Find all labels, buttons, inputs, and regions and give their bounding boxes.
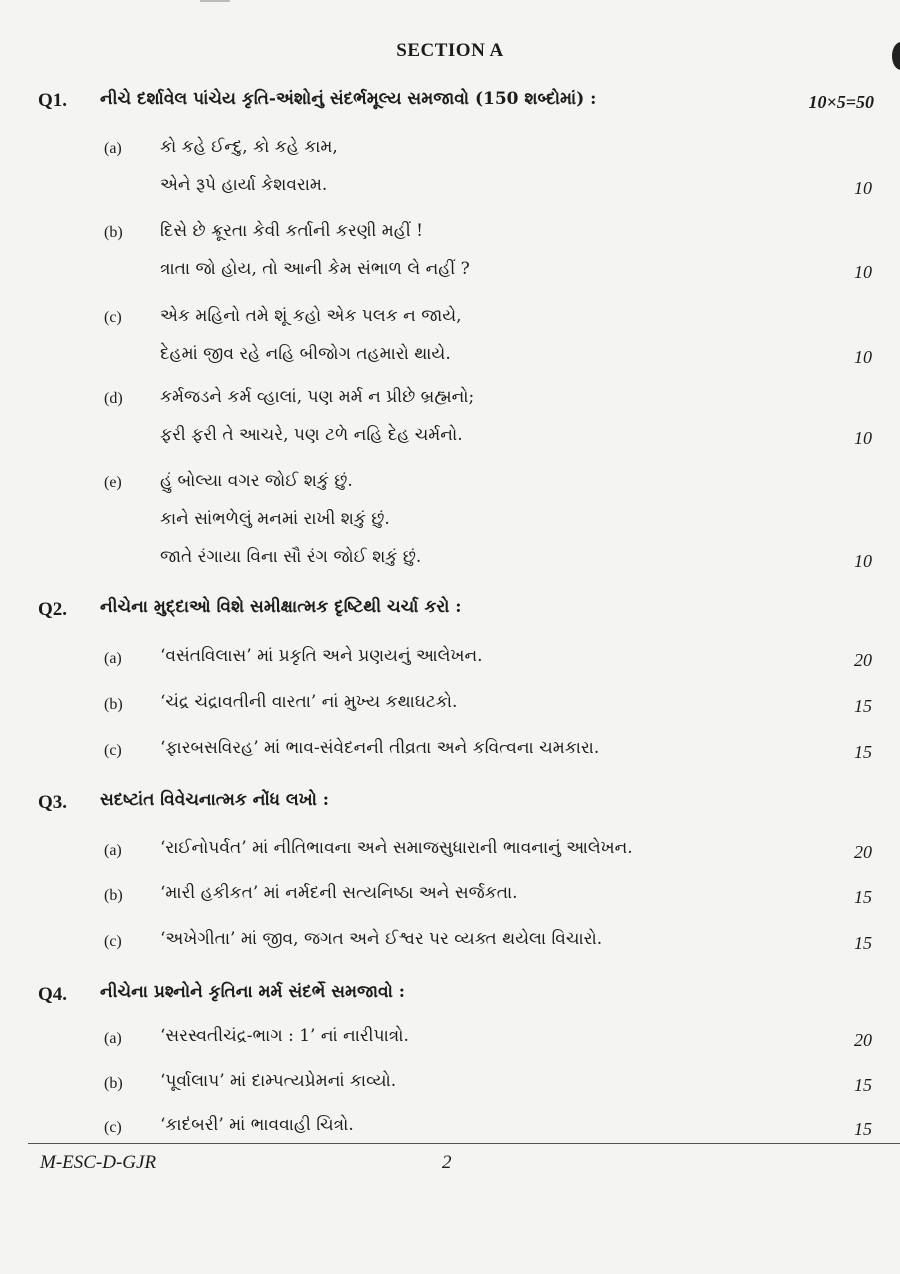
paper-code: M-ESC-D-GJR	[40, 1152, 157, 1173]
question-number-q4: Q4.	[38, 984, 68, 1005]
question-heading-q4: નીચેના પ્રશ્નોને કૃતિના મર્મ સંદર્ભે સમજાવો :	[100, 982, 406, 1002]
q1-part-marks: 10	[854, 347, 872, 367]
scan-mark	[200, 0, 230, 2]
q1-part-line: કર્મજડને કર્મ વ્હાલાં, પણ મર્મ ન પ્રીછે બ્રહ્મનો;	[160, 387, 475, 407]
q1-part-line: એક મહિનો તમે શૂં કહો એક પલક ન જાયે,	[160, 306, 462, 326]
q2-part-label: (c)	[104, 742, 122, 759]
question-total-marks-q1: 10×5=50	[808, 92, 874, 112]
q1-part-line: દેહમાં જીવ રહે નહિ બીજોગ તહમારો થાયે.	[160, 344, 451, 364]
question-heading-q2: નીચેના મુદ્દાઓ વિશે સમીક્ષાત્મક દૃષ્ટિથી ચર્ચા કરો :	[100, 597, 462, 617]
q1-part-line: કાને સાંભળેલું મનમાં રાખી શકું છું.	[160, 509, 390, 529]
question-number-q2: Q2.	[38, 599, 68, 620]
q4-part-marks: 15	[854, 1075, 872, 1095]
binding-hole	[892, 42, 900, 70]
q2-part-label: (a)	[104, 650, 122, 667]
q3-part-label: (a)	[104, 842, 122, 859]
q1-part-line: ત્રાતા જો હોય, તો આની કેમ સંભાળ લે નહીં ?	[160, 259, 470, 279]
question-heading-q3: સદષ્ટાંત વિવેચનાત્મક નોંધ લખો :	[100, 790, 330, 810]
question-number-q1: Q1.	[38, 90, 68, 111]
q1-part-line: કો કહે ઈન્દુ, કો કહે કામ,	[160, 137, 338, 157]
q4-part-label: (c)	[104, 1119, 122, 1136]
q3-part-text: ‘અખેગીતા’ માં જીવ, જગત અને ઈશ્વર પર વ્યક્ત થયેલા વિચારો.	[160, 929, 603, 949]
q3-part-label: (b)	[104, 887, 123, 904]
q2-part-text: ‘ચંદ્ર ચંદ્રાવતીની વારતા’ નાં મુખ્ય કથાઘટકો.	[160, 692, 458, 712]
question-heading-q1: નીચે દર્શાવેલ પાંચેય કૃતિ-અંશોનું સંદર્ભમૂલ્ય સમજાવો (150 શબ્દોમાં) :	[100, 89, 597, 109]
page-number: 2	[442, 1152, 452, 1173]
q3-part-marks: 15	[854, 887, 872, 907]
q2-part-text: ‘ફારબસવિરહ’ માં ભાવ-સંવેદનની તીવ્રતા અને કવિત્વના ચમકારા.	[160, 738, 600, 758]
q2-part-marks: 15	[854, 696, 872, 716]
question-number-q3: Q3.	[38, 792, 68, 813]
q4-part-label: (b)	[104, 1075, 123, 1092]
q2-part-label: (b)	[104, 696, 123, 713]
q1-part-line: ફરી ફરી તે આચરે, પણ ટળે નહિ દેહ ચર્મનો.	[160, 425, 463, 445]
q1-part-label: (c)	[104, 309, 122, 326]
q4-part-marks: 20	[854, 1030, 872, 1050]
q4-part-label: (a)	[104, 1030, 122, 1047]
q1-part-marks: 10	[854, 178, 872, 198]
q2-part-marks: 20	[854, 650, 872, 670]
q4-part-text: ‘સરસ્વતીચંદ્ર-ભાગ : 1’ નાં નારીપાત્રો.	[160, 1026, 409, 1046]
q1-part-line: જાતે રંગાયા વિના સૌ રંગ જોઈ શકું છું.	[160, 547, 422, 567]
q2-part-text: ‘વસંતવિલાસ’ માં પ્રકૃતિ અને પ્રણયનું આલેખન.	[160, 646, 483, 666]
q4-part-text: ‘પૂર્વાલાપ’ માં દામ્પત્યપ્રેમનાં કાવ્યો.	[160, 1071, 397, 1091]
q1-part-line: એને રૂપે હાર્યા કેશવરામ.	[160, 175, 328, 195]
q3-part-marks: 15	[854, 933, 872, 953]
section-title: SECTION A	[396, 40, 504, 61]
q3-part-text: ‘રાઈનોપર્વત’ માં નીતિભાવના અને સમાજસુધારાની ભાવનાનું આલેખન.	[160, 838, 633, 858]
q1-part-label: (b)	[104, 224, 123, 241]
q3-part-label: (c)	[104, 933, 122, 950]
q1-part-line: હું બોલ્યા વગર જોઈ શકું છું.	[160, 471, 353, 491]
q1-part-marks: 10	[854, 551, 872, 571]
q3-part-text: ‘મારી હકીકત’ માં નર્મદની સત્યનિષ્ઠા અને સર્જકતા.	[160, 883, 518, 903]
q3-part-marks: 20	[854, 842, 872, 862]
q2-part-marks: 15	[854, 742, 872, 762]
q1-part-label: (e)	[104, 474, 122, 491]
q4-part-marks: 15	[854, 1119, 872, 1139]
q4-part-text: ‘કાદંબરી’ માં ભાવવાહી ચિત્રો.	[160, 1115, 354, 1135]
q1-part-label: (d)	[104, 390, 123, 407]
q1-part-marks: 10	[854, 428, 872, 448]
footer-divider	[28, 1143, 900, 1144]
q1-part-label: (a)	[104, 140, 122, 157]
q1-part-line: દિસે છે ક્રૂરતા કેવી કર્તાની કરણી મહીં !	[160, 221, 423, 241]
q1-part-marks: 10	[854, 262, 872, 282]
